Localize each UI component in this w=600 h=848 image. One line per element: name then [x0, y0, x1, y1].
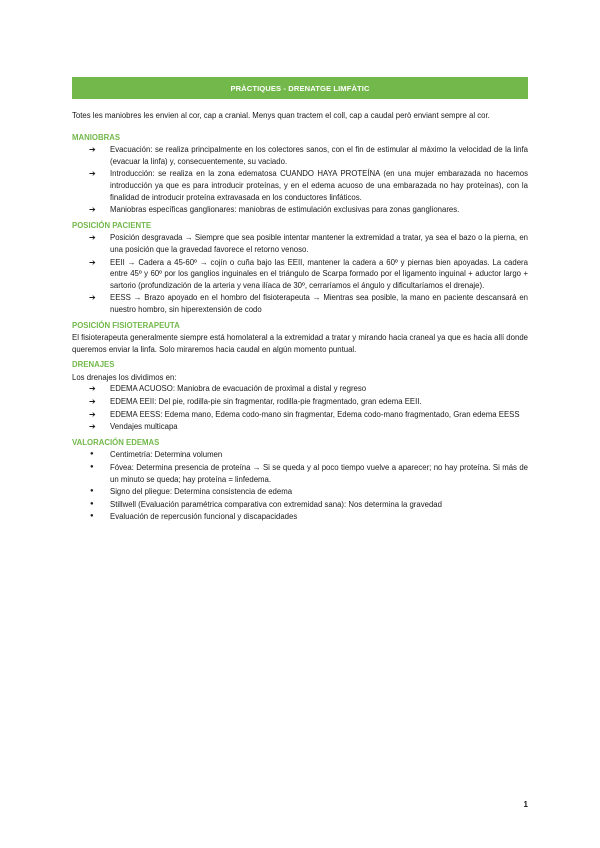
valoracion-list — [72, 449, 528, 523]
page-title: PRÀCTIQUES - DRENATGE LIMFÀTIC — [230, 83, 370, 93]
section-heading-maniobras: MANIOBRAS — [72, 132, 121, 142]
page-title-banner — [72, 77, 528, 99]
section-heading-posicion-paciente: POSICIÓN PACIENTE — [72, 220, 152, 230]
list-item: ➔ Introducción: se realiza en la zona edematosa CUANDO HAYA PROTEÍNA (en una mujer embarazada no hacemos introducción ya que es para introducir proteínas, y en el edema acuoso de una embarazada no hay proteínas), con la finalidad de introducir proteína extravasada en los conductores linfáticos. — [89, 169, 528, 202]
list-item: ➔ Evacuación: se realiza principalmente en los colectores sanos, con el fin de estimular al máximo la velocidad de la linfa (evacuar la linfa) y, consecuentemente, su vaciado. — [89, 145, 528, 166]
list-item: ➔ Posición desgravada → Siempre que sea posible intentar mantener la extremidad a tratar, ya sea el bazo o la pierna, en una posición que la gravedad favorece el retorno venoso. — [89, 233, 528, 254]
drenajes-intro: Los drenajes los dividimos en: — [72, 372, 177, 382]
list-item: ➔ EDEMA EESS: Edema mano, Edema codo-mano sin fragmentar, Edema codo-mano fragmentado, Gran edema EESS — [89, 409, 520, 419]
list-item: ➔ EEII → Cadera a 45-60º → cojín o cuña bajo las EEII, mantener la cadera a 60º y piernas bien apoyadas. La cadera entre 45º y 60º por los ganglios inguinales en el triángulo de Scarpa formado por el ligamento inguinal + aductor largo + sartorio (profundización de la arteria y vena ilíaca de 30º, cerraríamos el ángulo y dificultaríamos el drenaje). — [89, 257, 528, 290]
document-body — [72, 110, 528, 527]
list-item: ● Stillwell (Evaluación paramétrica comparativa con extremidad sana): Nos determina la gravedad — [90, 499, 442, 509]
list-item: ● Centimetría: Determina volumen — [90, 450, 223, 460]
arrow-icon: ➔ — [89, 257, 96, 267]
arrow-icon: ➔ — [89, 397, 96, 407]
arrow-icon: ➔ — [89, 205, 96, 215]
list-item: ● Signo del pliegue: Determina consistencia de edema — [90, 487, 293, 497]
arrow-icon: ➔ — [89, 422, 96, 432]
bullet-icon: ● — [90, 451, 94, 458]
section-heading-drenajes: DRENAJES — [72, 360, 115, 370]
list-item: ➔ EDEMA ACUOSO: Maniobra de evacuación de proximal a distal y regreso — [89, 384, 367, 394]
list-item: ➔ EDEMA EEII: Del pie, rodilla-pie sin fragmentar, rodilla-pie fragmentado, gran edema EEII. — [89, 397, 422, 407]
arrow-icon: ➔ — [89, 384, 96, 394]
arrow-icon: ➔ — [89, 233, 96, 243]
arrow-icon: ➔ — [89, 169, 96, 179]
posicion-fisioterapeuta-text: El fisioterapeuta generalmente siempre está homolateral a la extremidad a tratar y mirando hacia craneal ya que es hacia allí donde queremos enviar la linfa. Solo miraremos hacia caudal en algún momento puntual. — [72, 333, 528, 354]
posicion-paciente-list — [72, 232, 528, 315]
list-item: ➔ EESS → Brazo apoyado en el hombro del fisioterapeuta → Mientras sea posible, la mano en paciente descansará en nuestro hombro, sin hiperextensión de codo — [89, 293, 528, 314]
bullet-icon: ● — [90, 500, 94, 507]
intro-paragraph: Totes les maniobres les envien al cor, cap a cranial. Menys quan tractem el coll, cap a caudal però enviant sempre al cor. — [72, 111, 490, 120]
list-item: ➔ Vendajes multicapa — [89, 422, 178, 432]
section-heading-posicion-fisioterapeuta: POSICIÓN FISIOTERAPEUTA — [72, 320, 180, 330]
list-item: ● Fóvea: Determina presencia de proteína → Si se queda y al poco tiempo vuelve a aparecer; no hay proteína. Si más de un minuto se queda; hay proteína = linfedema. — [90, 463, 528, 484]
section-heading-valoracion-edemas: VALORACIÓN EDEMAS — [72, 437, 160, 447]
arrow-icon: ➔ — [89, 293, 96, 303]
arrow-icon: ➔ — [89, 409, 96, 419]
arrow-icon: ➔ — [89, 145, 96, 155]
drenajes-list — [72, 383, 528, 432]
bullet-icon: ● — [90, 464, 94, 471]
maniobras-list — [72, 144, 528, 216]
bullet-icon: ● — [90, 513, 94, 520]
list-item: ➔ Maniobras específicas ganglionares: maniobras de estimulación exclusivas para zonas ganglionares. — [89, 205, 460, 215]
list-item: ● Evaluación de repercusión funcional y discapacidades — [90, 512, 298, 522]
bullet-icon: ● — [90, 488, 94, 495]
page-number: 1 — [523, 800, 528, 809]
